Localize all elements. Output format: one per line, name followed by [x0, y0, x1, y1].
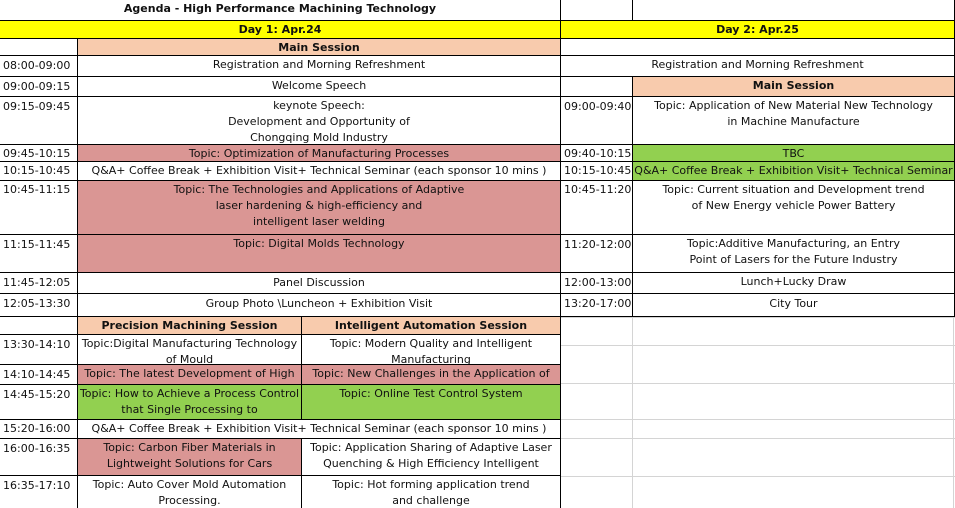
- day1-time: 09:45-10:15: [0, 145, 78, 162]
- day2-main-session-header: Main Session: [633, 77, 955, 97]
- topic-line: Topic: Carbon Fiber Materials in: [103, 441, 276, 454]
- day1-time: 11:45-12:05: [0, 273, 78, 294]
- day2-time: 10:45-11:20: [561, 181, 633, 235]
- precision-session-header: Precision Machining Session: [78, 317, 302, 335]
- day2-header: Day 2: Apr.25: [561, 21, 955, 39]
- grid-line: [560, 476, 955, 477]
- empty-cell: [561, 77, 633, 97]
- day1-time: 09:00-09:15: [0, 77, 78, 97]
- topic-line: Lightweight Solutions for Cars: [106, 457, 273, 470]
- automation-session-header: Intelligent Automation Session: [302, 317, 561, 335]
- topic-line: Topic: Current situation and Development trend: [662, 183, 925, 196]
- precision-topic: [78, 439, 302, 476]
- empty-cell: [0, 317, 78, 335]
- parallel-time: 15:20-16:00: [0, 420, 78, 439]
- topic-line: Topic: Application of New Material New Technology: [654, 99, 933, 112]
- day2-registration: Registration and Morning Refreshment: [561, 56, 955, 77]
- day1-time: 11:15-11:45: [0, 235, 78, 273]
- parallel-time: 13:30-14:10: [0, 335, 78, 365]
- topic-line: of New Energy vehicle Power Battery: [691, 199, 896, 212]
- topic-line: Topic:Digital Manufacturing Technology: [81, 337, 298, 350]
- agenda-title: Agenda - High Performance Machining Technology: [0, 0, 561, 21]
- grid-line: [560, 345, 955, 346]
- day1-main-session-header: Main Session: [78, 39, 561, 56]
- topic-line: Topic: Auto Cover Mold Automation: [92, 478, 287, 491]
- day2-break: Q&A+ Coffee Break + Exhibition Visit+ Technical Seminar: [633, 162, 955, 181]
- automation-topic: [302, 335, 561, 365]
- day1-time: 10:15-10:45: [0, 162, 78, 181]
- day1-topic: Topic: Optimization of Manufacturing Processes: [78, 145, 561, 162]
- precision-topic: [78, 385, 302, 420]
- precision-topic: [78, 335, 302, 365]
- day2-time: 09:40-10:15: [561, 145, 633, 162]
- keynote-line: Development and Opportunity of: [228, 115, 410, 128]
- day2-time: 12:00-13:00: [561, 273, 633, 294]
- automation-topic: Topic: Online Test Control System: [302, 385, 561, 420]
- empty-cell: [561, 39, 955, 56]
- day1-session: Registration and Morning Refreshment: [78, 56, 561, 77]
- topic-line: Processing.: [158, 494, 221, 507]
- day2-time: 09:00-09:40: [561, 97, 633, 145]
- topic-line: of Mould: [165, 353, 214, 365]
- day1-header: Day 1: Apr.24: [0, 21, 561, 39]
- day1-lunch: Group Photo \Luncheon + Exhibition Visit: [78, 294, 561, 317]
- day2-topic: [633, 181, 955, 235]
- parallel-time: 16:35-17:10: [0, 476, 78, 508]
- topic-line: Point of Lasers for the Future Industry: [689, 253, 898, 266]
- topic-line: Manufacturing: [391, 353, 471, 365]
- day2-topic: TBC: [633, 145, 955, 162]
- topic-line: Topic: Hot forming application trend: [332, 478, 530, 491]
- grid-line: [560, 383, 955, 384]
- parallel-time: 14:10-14:45: [0, 365, 78, 385]
- day1-time: 08:00-09:00: [0, 56, 78, 77]
- parallel-break: Q&A+ Coffee Break + Exhibition Visit+ Technical Seminar (each sponsor 10 mins ): [78, 420, 561, 439]
- grid-line: [560, 317, 955, 318]
- day1-keynote: [78, 97, 561, 145]
- day2-topic: [633, 97, 955, 145]
- topic-line: Topic: Application Sharing of Adaptive Laser: [310, 441, 552, 454]
- grid-line: [560, 419, 955, 420]
- day1-topic: [78, 181, 561, 235]
- empty-cell: [0, 39, 78, 56]
- automation-topic: [302, 476, 561, 508]
- keynote-line: keynote Speech:: [273, 99, 365, 112]
- grid-line: [632, 317, 633, 508]
- day2-time: 10:15-10:45: [561, 162, 633, 181]
- topic-line: Topic: The Technologies and Applications of Adaptive: [173, 183, 465, 196]
- day1-break: Q&A+ Coffee Break + Exhibition Visit+ Technical Seminar (each sponsor 10 mins ): [78, 162, 561, 181]
- topic-line: that Single Processing to: [121, 403, 258, 416]
- topic-line: Topic:Additive Manufacturing, an Entry: [687, 237, 900, 250]
- empty-cell: [633, 0, 955, 21]
- topic-line: Topic: How to Achieve a Process Control: [79, 387, 300, 400]
- day2-lunch: Lunch+Lucky Draw: [633, 273, 955, 294]
- day1-time: 09:15-09:45: [0, 97, 78, 145]
- day2-time: 11:20-12:00: [561, 235, 633, 273]
- parallel-time: 14:45-15:20: [0, 385, 78, 420]
- day2-topic: [633, 235, 955, 273]
- topic-line: Quenching & High Efficiency Intelligent: [323, 457, 539, 470]
- topic-line: laser hardening & high-efficiency and: [215, 199, 423, 212]
- day2-time: 13:20-17:00: [561, 294, 633, 317]
- topic-line: and challenge: [392, 494, 470, 507]
- day1-time: 12:05-13:30: [0, 294, 78, 317]
- parallel-time: 16:00-16:35: [0, 439, 78, 476]
- precision-topic: Topic: The latest Development of High: [78, 365, 302, 385]
- topic-line: in Machine Manufacture: [727, 115, 860, 128]
- topic-line: Topic: Modern Quality and Intelligent: [329, 337, 533, 350]
- grid-line: [560, 438, 955, 439]
- automation-topic: Topic: New Challenges in the Application of: [302, 365, 561, 385]
- day1-topic: Topic: Digital Molds Technology: [78, 235, 561, 273]
- empty-cell: [561, 0, 633, 21]
- day1-panel: Panel Discussion: [78, 273, 561, 294]
- topic-line: intelligent laser welding: [253, 215, 385, 228]
- keynote-line: Chongqing Mold Industry: [250, 131, 388, 144]
- automation-topic: [302, 439, 561, 476]
- day2-city-tour: City Tour: [633, 294, 955, 317]
- precision-topic: [78, 476, 302, 508]
- day1-time: 10:45-11:15: [0, 181, 78, 235]
- day1-session: Welcome Speech: [78, 77, 561, 97]
